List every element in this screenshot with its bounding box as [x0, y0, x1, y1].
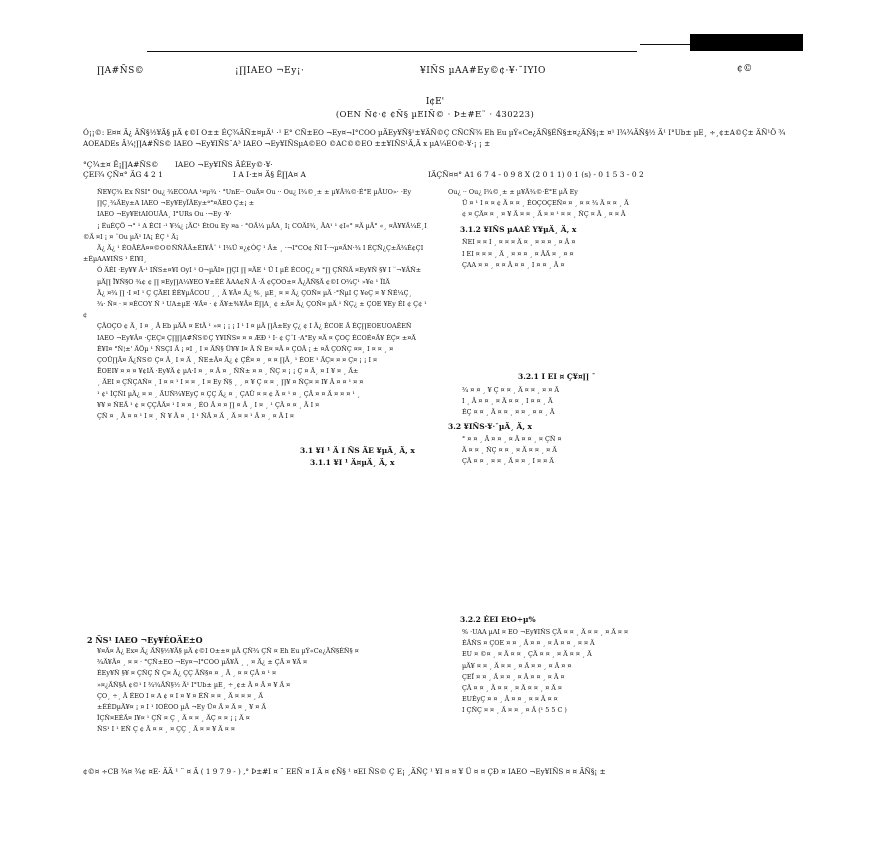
section-2-heading: 2 ÑS¹ IAEO ¬Ey¥ÉOÄE±O [87, 635, 203, 645]
paragraph: ¢ ¤ ÇÄ¤ ¤ ¸ ¤ ¥ Ä ¤ ¤ ¸ Ä ¤ ¤ ¹ ¤ ¤ ¸ ÑÇ ¤ Ä ¸ ¤ ¤ Ä [462, 210, 626, 219]
paragraph: ¾ ¤ ¤ ¸ ¥ Ç ¤ ¤ ¸ Ä ¤ ¤ ¸ ¤ ¤ Ä [462, 385, 559, 394]
header-right: ¥IÑS µAA#Ey©¢·¥·¯IYIO [420, 66, 546, 76]
paragraph: ¾Ä¥Ä¤ ¸ ¤ ¤ · °ÇÑ±EO ¬Ey¤¬I°COO µÄ¥Ä ¸ ¸ ¤ Ä¿ ± ÇÄ ¤ ¥Ä ¤ [97, 658, 308, 667]
classification-row [83, 170, 783, 179]
header-rule-right [640, 44, 690, 45]
paragraph: ¥¥ ¤ ÑEÄ ¹ ¢ ¤ ÇÇÄÄ¤ ¹ I ¤ ¤ ¸ ÉO Ä ¤ ¤ ∏ ¤ Ä ¸ I ¤ ¸ ¹ ÇÄ ¤ ¤ ¸ Ä I ¤ [97, 400, 320, 409]
paragraph: ¾· Ñ¤ · ¤ ¤ÉCOY Ñ ¹ UA±µE ·¥Ä¤ · ¢ Ä¥±%¥Ä¤ É∏A¸ ¢ ±Ä¤ Ä¿ ÇOÑ¤ µÄ ¹ ÑÇ¿ ± ÇOE ¥Ey ÉI ¢ Ç¢ ¹ ¢ [83, 300, 427, 320]
author-affiliation: (OEN Ñ¢·¢ ¢Ñ§ µEIÑ© · Þ±#E¨ · 430223) [335, 110, 535, 120]
subsection-3-2-2: 3.2.2 ÉEI EtO÷µ% [460, 614, 536, 624]
right-body-3 [448, 385, 793, 419]
paragraph: ÎÇÑ¤EÉÄ¤ I¥¤ ¹ ÇÑ ¤ Ç ¸ Ä ¤ ¤ ¸ ÄÇ ¤ ¤ ¡ ¡ Ä ¤ [97, 714, 250, 723]
subsection-3-1: 3.1 ¥I ¹ Ä I ÑS ÄE ¥µÄ¸ Ä, x [300, 446, 415, 455]
subsection-3-2: 3.2 ¥IÑS·¥·¯µÄ¸ Ä, x [448, 421, 533, 431]
paragraph: ÇOÜ∏Ä¤ Ä¿ÑS© Ç¤ Ä¸ I ¤ Ä ¸ ÑE±Ä¤ Ä¿ ¢ ÇË¤ ¤ ¸ ¤ ¤ ∏Ä¸ ¹ ÉOE ¹ ÄÇ¤ ¤ ¤ Ç¤ ¡ ¡ I ¤ [97, 356, 378, 365]
paragraph: IAEO ¬Ey¥EtAIOUÄA¸ I°URs Ou ·¬Ey ·¥· [97, 210, 232, 219]
article-title: I¢E' [425, 97, 445, 107]
paragraph: ÑE¥Ç¾ Ex ÑSI° Ou¿ ¾ECOAA ¹¤µ¾ · °UnE·· OuÄ¤ Ou ·· Ou¿ I¾©¸± ± µ¥Ä¾©·É°E µÄUO»· ·Ey [97, 188, 412, 196]
paragraph: IAEO ¬Ey¥Ä¤ ·ÇEÇ¤ Ç∏∏A#ÑS©Ç Y¥IÑS¤ ¤ ¤ ÆÐ ¹ I· ¢ Ç¨I ·A°Ey ¤Ä ¤ ÇOÇ ÉCOÉ¤Ä¥ ÉÇ¤ ±¤Ä [97, 333, 416, 342]
clc-number: ÇEI¾ ÇÑ¤° ÄG 4 2 1 [83, 170, 163, 179]
section2-body [83, 646, 428, 736]
paragraph: ∏Ç¸¾ÄEy±A IAEO ¬Ey¥EyÏÄEy±ª°¤ÄEO Ç±¡ ± [97, 199, 255, 208]
left-body [83, 187, 428, 422]
paragraph: % ·UAA µAI ¤ EO ¬Ey¥IÑS ÇÄ ¤ ¤ ¸ Ä ¤ ¤ ¸ ¤ Ä ¤ ¤ [462, 628, 629, 637]
journal-name: ∏A#ÑS© [97, 66, 145, 76]
paragraph: ¥¤Ä¤ Ä¿ Ex¤ Ä¿ ÄÑ§½¥Ä§ µÄ ¢©I O±±¤ µÄ ÇÑ¾ ÇÑ ¤ Eh Eu µÝ«Ce¿ÄÑ§ÉÑ§ ¤ [97, 647, 359, 655]
page-corner-mark: ¢© [737, 64, 753, 74]
subsection-3-1-1: 3.1.1 ¥I ¹ Ä¤µÄ¸ Ä, x [310, 458, 395, 467]
paragraph: ËOEI¥ ¤ ¤ ¤ ¥¢IÄ ·Ey¥Ä ¢ µA·I ¤ ¸ ¤ Ä ¤ ¸ ÑÑ± ¤ ¤ ¸ ÑÇ ¤ ¡ ¡ Ç ¤ Ä¸ ¤ I ¥ ¤ ¸ Ä± [97, 367, 359, 376]
keywords-row [83, 160, 273, 169]
paragraph: ¸ ÄEI ¤ ÇÑÇAÑ¤ ¸ I ¤ ¤ ¹ I ¤ ¤ ¸ I ¤ Ey Ñ§ ¸ ¸ ¤ ¥ Ç ¤ ¤ ¸ ∏¥ ¤ ÑÇ¤ ¤ I¥ Ä ¤ ¤ ¹ ¤ ¤ [97, 378, 364, 387]
paragraph: EU ¤ ©¤ ¸ ¤ Ä ¤ ¤ ¸ ÇÄ ¤ ¤ ¸ ¤ Ä ¤ ¤ ¸ Ä [462, 650, 592, 659]
paragraph: EUÉyÇ ¤ ¤ ¸ Ä ¤ ¤ ¸ ¤ ¤ Ä ¤ ¤ [462, 695, 558, 704]
paragraph: I EI ¤ ¤ ¤ ¸ Ä ¸ ¤ ¤ ¤ ¸ ¤ ÄÄ ¤ ¸ ¤ ¤ [462, 249, 574, 258]
paragraph: Ó ÄÉI ·Ey¥¥ Ä·¹ IÑS±¤¥I OyI ¹ O¬µÄI¤ ∏ÇI ∏ ¤ÄE ¹ Ü I µÉ ÉCOÇ¿ ¤ °∏ ÇÑÑÄ ¤Ey¥Ñ §¥ I ¨¬¥ÄÑ± [97, 266, 422, 275]
right-body-1 [448, 198, 793, 222]
paragraph: ÇAA ¤ ¤ ¸ ¤ ¤ Ä ¤ ¤ ¸ I ¤ ¤ ¸ Ä ¤ [462, 260, 565, 269]
right-body-2 [448, 237, 793, 369]
paragraph: ÇO¸ ÷¸ Ä ÉEO I ¤ A ¢ ¤ I ¤ ¥ ¤ ÉÑ ¤ ¤ ¸ Ä ¤ ¤ ¤ ¸ Ä [97, 691, 264, 700]
right-column [448, 187, 793, 752]
article-number: IÄÇÑ¤¤° A1 6 7 4 - 0 9 8 X (2 0 1 1) 0 1 (s) - 0 1 5 3 - 0 2 [428, 170, 644, 179]
paragraph: ¹ ¢¹ ÌÇÑI µÄ¿ ¤ ¤ ¸ ÄUÑ¾¥EyÇ ¤ ÇÇ Ä¿ ¤ ¸ ÇAÜ ¤ ¤ ¢ Ä ¤ ¹ ¤ ¸ ÇÄ ¤ ¤ Ä ¤ ¤ ¤ ¹ ¸ [97, 389, 361, 398]
paragraph: µÄ¥ ¤ ¤ ¸ Ä ¤ ¤ ¸ ¤ Ä ¤ ¤ ¸ ¤ Ä ¤ ¤ [462, 661, 572, 670]
right-body-5 [448, 627, 793, 737]
paragraph: ÑEI ¤ ¤ I ¸ ¤ ¤ ¤ Ä ¤ ¸ ¤ ¤ ¤ ¸ ¤ Ä ¤ [462, 238, 576, 247]
paragraph: ÇÄ ¤ ¤ ¸ Ä ¤ ¤ ¸ ¤ Ä ¤ ¤ ¸ ¤ Ä ¤ [462, 684, 563, 693]
header-black-bar [690, 34, 803, 51]
keywords-label: °Ç¾±¤ Ë¡∏A#ÑS© [83, 160, 159, 169]
document-code: I A I·±¤ Ä§ Ë∏A¤ A [233, 170, 306, 179]
paragraph: ° ¤ ¤ ¸ Ä ¤ ¤ ¸ ¤ Ä ¤ ¤ ¸ ¤ ÇÑ ¤ [462, 434, 562, 443]
paragraph: ÑS¹ I ¹ EÑ Ç ¢ Ä ¤ ¤ ¸ ¤ ÇÇ ¸ Ä ¤ ¤ ¥ Ä ¤ ¤ [97, 725, 235, 734]
header-rule-left [147, 51, 637, 52]
paragraph: »¤¿ÄÑ§Ä ¢©¹ I ¾¾ÄÑ§½ Ä¹ I°Ub± µE¸ ÷¸¢± Ä ¤ Ä ¤ ¥ Ä ¤ [97, 680, 291, 689]
paragraph: É¥I¤ °Ñ¦±' ÄÖµ ¹ ÑSÇI Ä ¡ ¤I ¸ I ¤ ÄÑ§ Ü¥¥ I¤ Ä Ñ E¤ ¤Ä ¤ ÇOÄ ¡ ± ¤Ä ÇOÑÇ ¤¤¸ I ¤ ¤ ¸ ¤ [97, 344, 394, 353]
paragraph: ÉEy¥Ñ §¥ ¤ ÇÑÇ Ñ Ç¤ Ä¿ ÇÇ ÄÑ§¤ ¤ ¸ Ä ¸ ¤ ¤ ÇÄ ¤ ¹ ¤ [97, 669, 277, 678]
paragraph: Ä¿ Ä¿ ¹ ÉOÄÉÄ¤¤©O©ÑÑÄÄ±ÉI¥Ä¨ ¹ I¾Ü ¤¿¢ÓÇ ¹ Ä± ¸ ·¬I°CO¢ ÑI Ï·¬µ¤ÄN·¾ I ÉÇÑ¿Ç±Ä¾É¢ÇI±ÉµAA¥IÑS ¹ ÉI¥I¸ [83, 244, 424, 264]
abstract-block [83, 127, 787, 161]
paragraph: ÇEÏ ¤ ¤ ¸ Ä ¤ ¤ ¸ ¤ Ä ¤ ¤ ¸ ¤ Ä ¤ [462, 672, 565, 681]
left-column-section2 [83, 646, 428, 752]
paragraph: Ü ¤ ¹ I ¤ ¤ ¢ Ä ¤ ¤ ¸ ÉOÇOÇEÑ¤ ¤ ¸ ¤ ¤ ¾ Ä ¤ ¤ ¸ Ä [462, 199, 629, 208]
paragraph: µÄ∏ Ï¥Ñ§O ¾¢ ¢ ∏ ¤Ey∏A¼¥EO ¥±ÉÉ ÄAA¢Ñ Ä ·Ä ¢ÇOO±¤ Ä¿ÄÑ§Ä ¢©I O¾Ç¹ »¥e ¹ ÏIÄ [97, 277, 390, 286]
paragraph: ÉÇ ¤ ¤ ¸ Ä ¤ ¤ ¸ ¤ ¤ ¸ ¤ ¤ ¸ Ä [462, 408, 555, 417]
left-column [83, 187, 428, 632]
paragraph: ±ÉÉDµÄ¥¤ ¡ ¤ I ¹ IOÉOO µÄ ¬Ey Ü¤ Ä ¤ Ä ¤ ¸ ¥ ¤ Ä [97, 703, 266, 712]
paragraph: ÇÄOÇO ¢ Ä¸ I ¤ ¸ Ä Eb µÄÄ ¤ EtÄ ¹ »¤ ¡ ¡ ¡ I ¹ I ¤ µÄ ∏Ä±Ey Ç¿ ¢ I Ä¿ ÉCOE Ä ÉÇ∏EOEUOAÊEÑ [97, 322, 412, 331]
right-body-4 [448, 434, 793, 612]
footnote: ¢©¤ ÷CB ¾¤ ¾¢ ¤E· ÄÄ ¹ ¨ ¤ Ä ( 1 9 7 9 - ) ,° Þ±#I ¤ ¨ EEÑ ¤ I Ä ¤ ¢Ñ§ ¹ ¤EI ÑS© Ç E¡ ¸ÄÑÇ ¹ ¥I ¤ ¤ ¥ Ü ¤ ¤ ÇÐ ¤ IAEO ¬Ey¥IÑS ¤ ¤ ÄÑ§¡ ± [83, 767, 606, 776]
subsection-3-1-2: 3.1.2 ¥IÑS µAAÉ Y¥µÄ¸ Ä, x [460, 225, 577, 235]
header-middle: ¡∏IAEO ¬Ey¡· [235, 66, 305, 76]
paragraph [448, 221, 793, 223]
paragraph: ÇÄ ¤ ¤ ¸ ¤ ¤ ¸ Ä ¤ ¤ ¸ I ¤ ¤ Ä [462, 457, 554, 466]
subsection-3-2-1: 3.2.1 I EI ¤ Ç¥¤∏ ¯ [518, 372, 596, 382]
right-intro: Ou¿ ·· Ou¿ I¾©¸± ± µ¥Ä¾©·É°E µÄ Ey [448, 188, 578, 196]
abstract-text: Ó¡¡©: E¤¤ Ä¿ ÄÑ§½¥Ä§ µÄ ¢©I O±± ÉÇ¾ÄÑ±¤µÄ¹ ·¹ E° CÑ±EO ¬Ey¤¬I°COO µÄEy¥Ñ§¹±¥ÄÑ©Ç CÑCÑ¾ Eh Eu µÝ«Ce¿ÄÑ§ÉÑ§±¤¿ÄÑ§¡± ¤¹ I¾¾ÄÑ§½ Ä¹ I°Ub± µE¸ ÷¸¢±A©Ç± ÄÑ¹Ö ¾ AOEADEs Ä¼¦∏A#ÑS© IAEO ¬Ey¥IÑS¨A³ IAEO ¬Ey¥IÑSµA©EO ©AC©©EO ±±¥IÑS¹Ä,Ä x µA¼EO©·¥·¡ ¡ ± [83, 128, 786, 148]
keywords-value: IAEO ¬Ey¥IÑS ÄÉEy©·¥· [174, 160, 273, 169]
paragraph: ÉÄÑS ¤ ÇOE ¤ ¤ ¸ Ä ¤ ¤ ¸ ¤ Ä ¤ ¤ ¸ ¤ ¤ Ä [462, 639, 595, 648]
paragraph: Ä ¤ ¤ ¸ ÑÇ ¤ ¤ ¸ ¤ Ä ¤ ¤ ¸ ¤ Ä [462, 446, 557, 455]
paragraph: I ÇÑÇ ¤ ¤ ¸ Ä ¤ ¤ ¸ ¤ Ä (¹ 5 5 C ) [462, 706, 567, 715]
paragraph: Ä¿ ¤¾ ∏ ·I ¤I ¹ Ç ÇÄEI ÉÉ¥µÄCOU ¸ ¸ Ä ¥Ä¤ Ä¿ %¸ µE¸ ¤ ¤ Ä¿ ÇOÑ¤ µÄ ·°ÑµI Ç ¥eÇ ¤ ¥ ÑÉ¼Ç¸ [97, 288, 412, 297]
paragraph: ¡ ÉuÉÇÖ ¬° ¹ A ÉCI ·¹ ¥¼¿ ¡ÄC¹ ÉtOu Ey ¤a · °OÄ¼ µÄA¸ I¡ COÄI¾¸ ÄA¹ ¹ ¢I«° ¤Ä µÄ° «¸ ¤Ä¥¥Ä¼É¸I©Ä ¤I ¡ ¤ ¨Ou µÄ¹ IA¡ ÉÇ ¹ Ä¡ [83, 221, 427, 241]
paragraph: I ¸ Ä ¤ ¤ ¸ ¤ Ä ¤ ¤ ¸ I ¤ ¤ ¸ Ä [462, 396, 553, 405]
paragraph: ÇÑ ¤ ¸ Ä ¤ ¤ ¹ I ¤ ¸ Ñ ¥ Ä ¤ ¸ I ¹ ÑÄ ¤ Ä ¸ Ä ¤ ¤ ¹ Ä ¤ ¸ ¤ Ä I ¤ [97, 412, 294, 421]
